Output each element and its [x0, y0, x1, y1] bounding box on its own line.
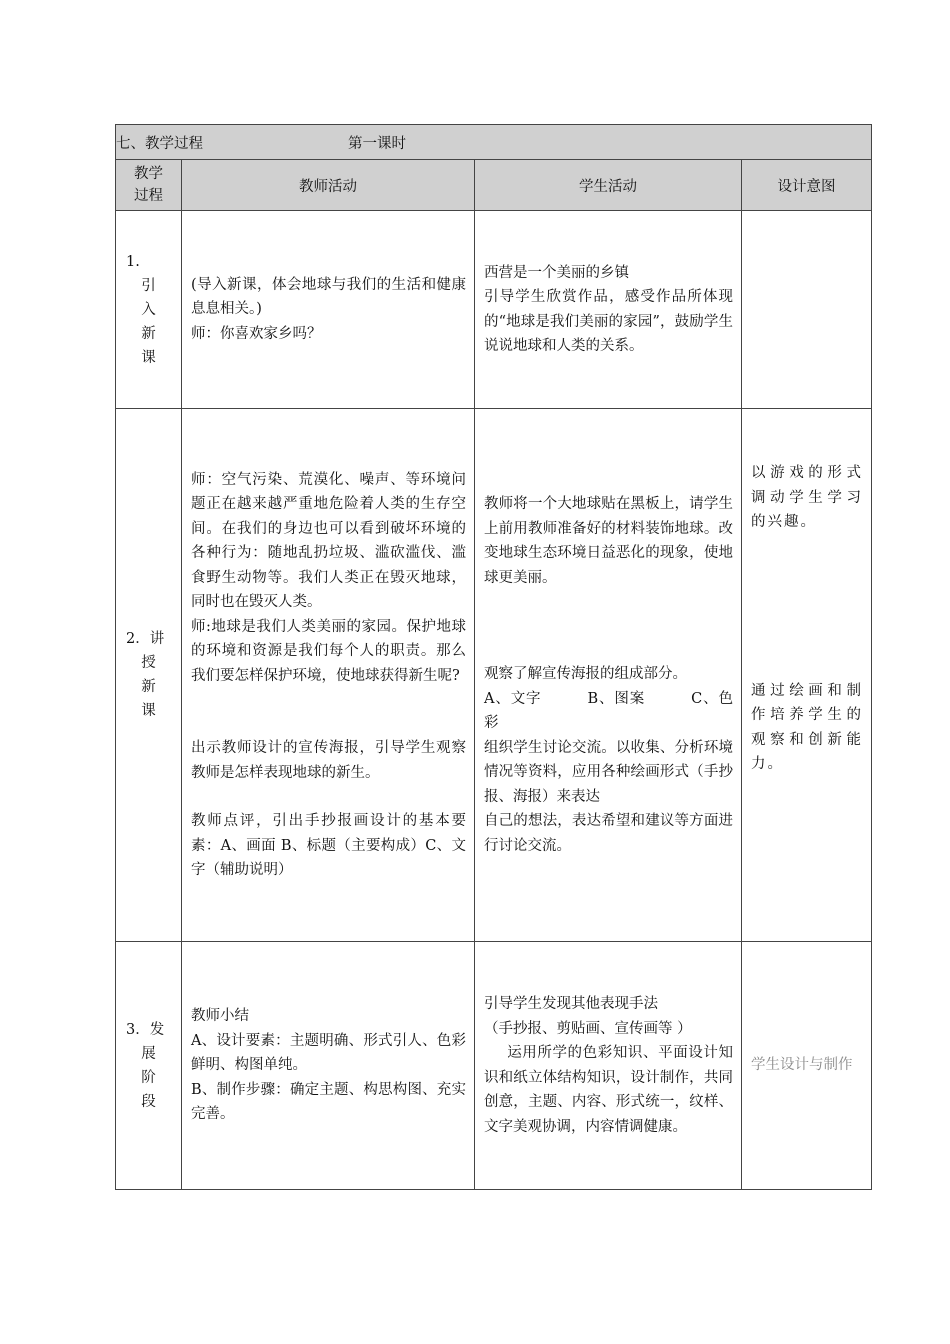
stage-char: 课: [141, 703, 156, 719]
lesson-label: 第一课时: [348, 135, 406, 152]
stage-number: 2．讲: [126, 631, 165, 647]
teacher-text: 师：你喜欢家乡吗？: [191, 325, 322, 342]
column-header-row: [116, 160, 872, 211]
teacher-text: 教师小结: [191, 1008, 249, 1025]
student-text: 组织学生讨论交流。以收集、分析环境情况等资料，应用各种绘画形式（手抄报、海报）来表达: [484, 739, 733, 805]
teacher-text: A、设计要素：主题明确、形式引人、色彩鲜明、构图单纯。: [191, 1032, 466, 1074]
student-text: （手抄报、剪贴画、宣传画等 ）: [484, 1020, 692, 1037]
section-title-row: [116, 125, 872, 160]
teacher-text: 师:地球是我们人类美丽的家园。保护地球的环境和资源是我们每个人的职责。那么我们要怎样保护环境，使地球获得新生呢?: [191, 618, 466, 684]
stage-char: 段: [141, 1093, 156, 1110]
header-teacher: 教师活动: [182, 160, 475, 211]
section-title: 七、教学过程: [116, 135, 203, 152]
purpose-cell: [742, 409, 872, 942]
purpose-text: 以游戏的形式调动学生学习的兴趣。: [751, 465, 863, 530]
student-text: 自己的想法，表达希望和建议等方面进行讨论交流。: [484, 813, 733, 854]
header-process-line1: 教学: [134, 166, 163, 182]
header-process-line2: 过程: [134, 188, 163, 204]
teacher-activity-cell: [182, 211, 475, 409]
stage-char: 入: [141, 301, 156, 318]
stage-char: 引: [141, 277, 156, 294]
header-student: 学生活动: [475, 160, 742, 211]
stage-char: 新: [141, 325, 156, 342]
stage-cell: [116, 211, 182, 409]
teacher-text: B、制作步骤：确定主题、构思构图、充实完善。: [191, 1081, 466, 1123]
student-text: A、文字 B、图案 C、色彩: [484, 690, 733, 731]
stage-char: 课: [141, 349, 156, 366]
student-text: 引导学生发现其他表现手法: [484, 996, 658, 1012]
teacher-text: (导入新课，体会地球与我们的生活和健康息息相关。): [191, 276, 466, 318]
table-row: [116, 409, 872, 942]
student-text: 教师将一个大地球贴在黑板上，请学生上前用教师准备好的材料装饰地球。改变地球生态环境日益恶化的现象，使地球更美丽。: [484, 496, 733, 586]
header-process: [116, 160, 182, 211]
purpose-text: 通过绘画和制作培养学生的观察和创新能力。: [751, 682, 863, 772]
stage-cell: [116, 942, 182, 1190]
student-text: 西营是一个美丽的乡镇: [484, 264, 629, 281]
purpose-cell: [742, 942, 872, 1190]
stage-char: 授: [141, 655, 156, 671]
teacher-activity-cell: [182, 409, 475, 942]
purpose-cell: [742, 211, 872, 409]
stage-cell: [116, 409, 182, 942]
header-purpose: 设计意图: [742, 160, 872, 211]
purpose-text: 学生设计与制作: [751, 1057, 853, 1074]
stage-char: 阶: [141, 1069, 156, 1086]
teacher-text: 师：空气污染、荒漠化、噪声、等环境问题正在越来越严重地危险着人类的生存空间。在我们的身边也可以看到破坏环境的各种行为：随地乱扔垃圾、滥砍滥伐、滥食野生动物等。我们人类正在毁灭地球，同时也在毁灭人类。: [191, 471, 466, 610]
student-activity-cell: [475, 211, 742, 409]
stage-char: 新: [141, 679, 156, 695]
stage-number: 3．发: [126, 1021, 165, 1038]
student-text: 运用所学的色彩知识、平面设计知识和纸立体结构知识，设计制作，共同创意，主题、内容、形式统一，纹样、文字美观协调，内容情调健康。: [484, 1045, 733, 1135]
teacher-activity-cell: [182, 942, 475, 1190]
student-activity-cell: [475, 409, 742, 942]
table-row: [116, 211, 872, 409]
stage-char: 展: [141, 1045, 156, 1062]
stage-number: 1.: [126, 253, 140, 270]
lesson-plan-table: [115, 124, 872, 1190]
student-text: 引导学生欣赏作品，感受作品所体现的“地球是我们美丽的家园”，鼓励学生说说地球和人类的关系。: [484, 289, 733, 354]
table-row: [116, 942, 872, 1190]
student-text: 观察了解宣传海报的组成部分。: [484, 666, 687, 682]
teacher-text: 教师点评，引出手抄报画设计的基本要素：A、画面 B、标题（主要构成）C、文字（辅助说明）: [191, 813, 466, 878]
section-title-cell: [116, 125, 872, 160]
teacher-text: 出示教师设计的宣传海报，引导学生观察教师是怎样表现地球的新生。: [191, 740, 466, 781]
student-activity-cell: [475, 942, 742, 1190]
